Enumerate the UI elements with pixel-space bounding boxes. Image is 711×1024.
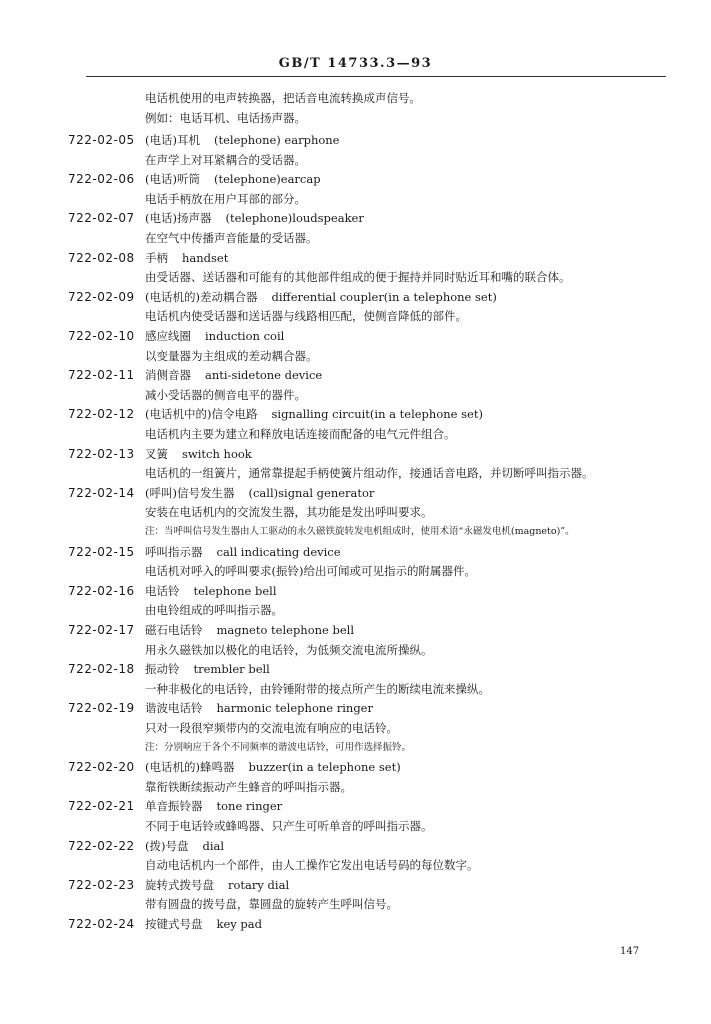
entry-english-term: differential coupler(in a telephone set) [271,289,497,304]
entry-english-term: dial [202,838,225,853]
entry-heading [145,406,483,422]
entry-number: 722-02-10 [68,329,135,343]
entry-number: 722-02-05 [68,133,135,147]
entry-definition: 靠衔铁断续振动产生蜂音的呼叫指示器。 [145,779,352,794]
entry-definition: 电话机内主要为建立和释放电话连接而配备的电气元件组合。 [145,427,456,441]
entry-definition: 在空气中传播声音能量的受话器。 [145,231,318,245]
entry-english-term: buzzer(in a telephone set) [248,760,401,775]
entry-number: 722-02-13 [68,446,135,461]
entry-term: 感应线圈 [145,329,191,343]
entry-term: 消侧音器 [145,368,191,383]
entry-definition: 电话手柄放在用户耳部的部分。 [145,191,306,206]
entry-heading [145,367,322,383]
entry-heading [145,210,364,226]
entry-number: 722-02-06 [68,172,135,187]
entry-heading [145,622,354,638]
entry-number: 722-02-20 [68,760,135,775]
entry-number: 722-02-17 [68,623,135,637]
entry-heading [145,877,289,893]
entry-number: 722-02-21 [68,799,135,814]
entry-term: 振动铃 [145,662,180,677]
entry-term: (拨)号盘 [145,838,189,853]
entry-number: 722-02-24 [68,917,135,931]
entry-heading [145,171,321,187]
entry-number: 722-02-09 [68,289,135,304]
entry-number: 722-02-08 [68,250,135,265]
entry-note: 注：分别响应于各个不同频率的谐波电话铃，可用作选择振铃。 [145,741,412,753]
entry-heading [145,250,228,266]
entry-heading [145,485,374,501]
entry-definition: 安装在电话机内的交流发生器，其功能是发出呼叫要求。 [145,505,433,520]
entry-heading [145,700,373,716]
entry-definition: 电话机对呼入的呼叫要求(振铃)给出可闻或可见指示的附属器件。 [145,564,476,579]
entry-term: 电话铃 [145,583,180,598]
entry-heading [145,798,282,814]
entry-definition: 减小受话器的侧音电平的器件。 [145,387,306,402]
entry-heading [145,916,262,932]
entry-heading [145,759,401,775]
entry-definition: 由电铃组成的呼叫指示器。 [145,603,283,618]
entry-term: 磁石电话铃 [145,623,203,637]
entry-heading [145,838,224,854]
entry-english-term: handset [182,250,229,265]
entry-note: 注：当呼叫信号发生器由人工驱动的永久磁铁旋转发电机组成时，使用术语“永磁发电机(magneto)”。 [145,526,575,537]
entry-english-term: anti-sidetone device [205,368,323,383]
entry-number: 722-02-18 [68,662,135,677]
entry-term: 旋转式拨号盘 [145,877,214,892]
entry-heading [145,446,252,462]
entry-definition: 电话机内使受话器和送话器与线路相匹配，使侧音降低的部件。 [145,309,467,324]
entry-definition: 一种非极化的电话铃，由铃锤附带的接点所产生的断续电流来操纵。 [145,681,490,696]
entry-heading [145,289,497,305]
entry-english-term: tone ringer [216,799,283,814]
entry-english-term: telephone bell [193,583,277,598]
entry-number: 722-02-23 [68,877,135,892]
entry-definition: 带有圆盘的拨号盘，靠圆盘的旋转产生呼叫信号。 [145,897,398,912]
entry-english-term: (telephone)loudspeaker [225,211,364,226]
intro-line-1: 电话机使用的电声转换器，把话音电流转换成声信号。 [145,91,421,105]
entry-english-term: induction coil [205,329,285,343]
entry-term: 按键式号盘 [145,917,203,931]
entry-heading [145,661,270,677]
entry-heading [145,328,284,344]
entry-english-term: harmonic telephone ringer [216,701,373,716]
entry-heading [145,132,340,148]
entry-term: 谐波电话铃 [145,701,203,716]
entry-definition: 用永久磁铁加以极化的电话铃，为低频交流电流所操纵。 [145,642,433,657]
entry-term: 呼叫指示器 [145,544,203,559]
header-rule [86,76,666,77]
entry-number: 722-02-16 [68,583,135,598]
entry-heading [145,544,341,560]
entry-heading [145,583,277,599]
entry-english-term: (telephone)earcap [213,172,321,187]
entry-definition: 只对一段很窄频带内的交流电流有响应的电话铃。 [145,721,398,735]
entry-definition: 以变量器为主组成的差动耦合器。 [145,348,318,363]
entry-number: 722-02-07 [68,211,135,226]
entry-term: (呼叫)信号发生器 [145,485,235,500]
entry-english-term: (call)signal generator [248,485,375,500]
entry-english-term: magneto telephone bell [216,623,355,637]
entry-english-term: signalling circuit(in a telephone set) [271,407,483,422]
entry-english-term: trembler bell [193,662,270,677]
entry-english-term: call indicating device [216,544,341,559]
entry-term: (电话机中的)信令电路 [145,407,258,422]
entry-english-term: switch hook [182,446,252,461]
entry-english-term: (telephone) earphone [213,133,340,147]
entry-definition: 自动电话机内一个部件，由人工操作它发出电话号码的每位数字。 [145,858,479,873]
entry-number: 722-02-22 [68,838,135,853]
entry-term: 叉簧 [145,446,168,461]
entry-definition: 由受话器、送话器和可能有的其他部件组成的便于握持并同时贴近耳和嘴的联合体。 [145,270,571,285]
entry-term: 手柄 [145,250,168,265]
entry-term: (电话)扬声器 [145,211,212,226]
page-number: 147 [620,946,640,957]
entry-english-term: rotary dial [228,877,290,892]
entry-number: 722-02-15 [68,544,135,559]
entry-number: 722-02-12 [68,407,135,422]
entry-term: 单音振铃器 [145,799,203,814]
entry-number: 722-02-19 [68,701,135,716]
entry-english-term: key pad [216,917,263,931]
entry-term: (电话)耳机 [145,133,200,147]
standard-number-header: GB/T 14733.3—93 [278,56,433,71]
entry-definition: 电话机的一组簧片，通常靠提起手柄使簧片组动作，接通话音电路，并切断呼叫指示器。 [145,466,594,481]
entry-number: 722-02-14 [68,485,135,500]
entry-definition: 不同于电话铃或蜂鸣器、只产生可听单音的呼叫指示器。 [145,819,433,833]
entry-term: (电话)听筒 [145,172,200,187]
entry-definition: 在声学上对耳紧耦合的受话器。 [145,152,306,167]
entry-term: (电话机的)蜂鸣器 [145,760,235,775]
entry-number: 722-02-11 [68,368,135,383]
entry-term: (电话机的)差动耦合器 [145,289,258,304]
intro-line-2: 例如：电话耳机、电话扬声器。 [145,111,306,125]
